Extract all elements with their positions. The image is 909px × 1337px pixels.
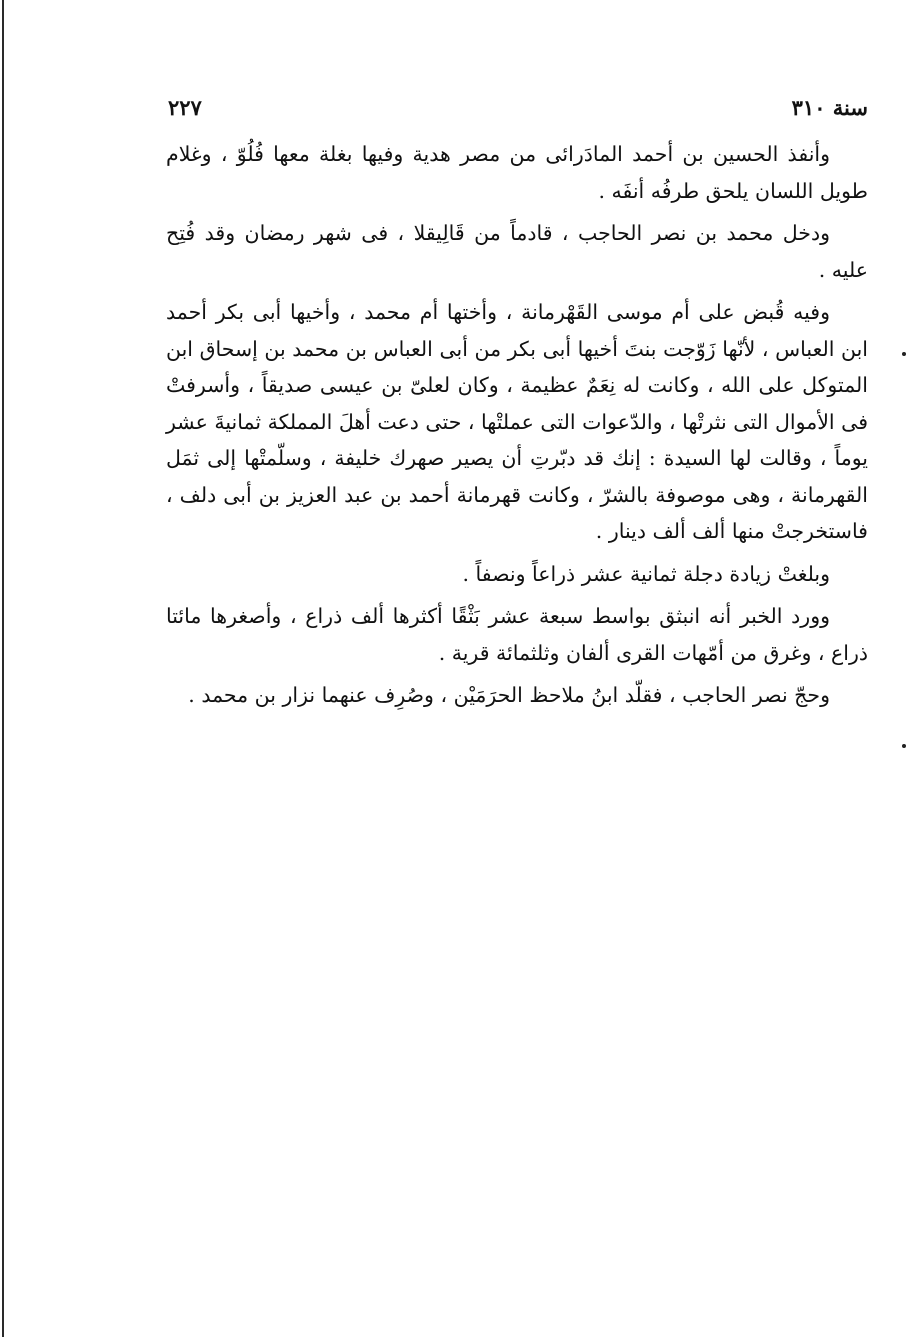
margin-dot <box>902 744 906 748</box>
paragraph: وأنفذ الحسين بن أحمد المادَرائى من مصر هدية وفيها بغلة معها فُلُوّ ، وغلام طويل اللسان يلحق طرفُه أنفَه . <box>166 142 868 203</box>
page-header <box>168 92 868 122</box>
paragraph: وحجّ نصر الحاجب ، فقلّد ابنُ ملاحظ الحرَمَيْن ، وصُرِف عنهما نزار بن محمد . <box>188 683 830 707</box>
paragraph: وفيه قُبض على أم موسى القَهْرمانة ، وأختها أم محمد ، وأخيها أبى بكر أحمد ابن العباس ، لأنّها زَوّجت بنتَ أخيها أبى بكر من أبى العباس بن محمد بن إسحاق ابن المتوكل على الله ، وكانت له نِعَمٌ عظيمة ، وكان لعلىّ بن عيسى صديقاً ، وأسرفتْ فى الأموال التى نثرتْها ، والدّعوات التى عملتْها ، حتى دعت أهلَ المملكة ثمانيةَ عشر يوماً ، وقالت لها السيدة : إنك قد دبّرتِ أن يصير صهرك خليفة ، وسلّمتْها إلى ثمَل القهرمانة ، وهى موصوفة بالشرّ ، وكانت قهرمانة أحمد بن عبد العزيز بن أبى دلف ، فاستخرجتْ منها ألف ألف دينار . <box>166 300 868 543</box>
running-head-year: سنة ٣١٠ <box>791 94 868 120</box>
paragraph: وورد الخبر أنه انبثق بواسط سبعة عشر بَثْقًا أكثرها ألف ذراع ، وأصغرها مائتا ذراع ، وغرق من أمّهات القرى ألفان وثلثمائة قرية . <box>166 604 868 665</box>
paragraph: وبلغتْ زيادة دجلة ثمانية عشر ذراعاً ونصفاً . <box>462 561 830 586</box>
body-text <box>166 130 868 720</box>
page-number: ٢٢٧ <box>168 94 202 120</box>
margin-dot <box>902 352 906 356</box>
paragraph: ودخل محمد بن نصر الحاجب ، قادماً من قَالِيقلا ، فى شهر رمضان وقد فُتِح عليه . <box>166 221 868 282</box>
page-edge-rule <box>2 0 4 1337</box>
